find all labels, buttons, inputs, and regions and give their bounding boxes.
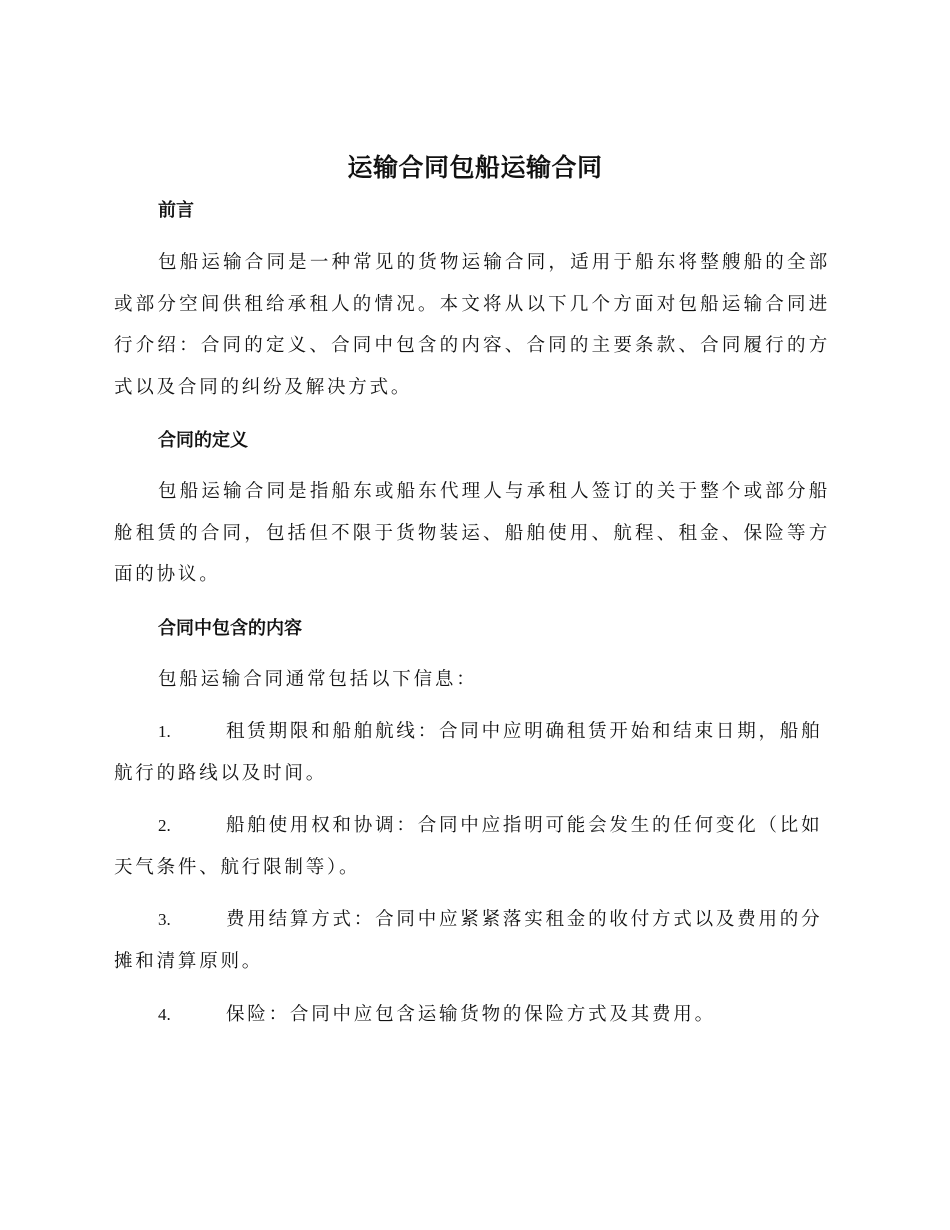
list-item-text: 船舶使用权和协调：合同中应指明可能会发生的任何变化（比如天气条件、航行限制等）。 <box>114 815 823 878</box>
list-item-number: 2. <box>158 816 171 835</box>
list-item <box>114 805 830 888</box>
document-title: 运输合同包船运输合同 <box>347 153 603 182</box>
list-item <box>114 711 830 794</box>
list-item-number: 3. <box>158 910 171 929</box>
definition-paragraph: 包船运输合同是指船东或船东代理人与承租人签订的关于整个或部分船舱租赁的合同，包括但不限于货物装运、船舶使用、航程、租金、保险等方面的协议。 <box>114 481 830 585</box>
section-heading-contents: 合同中包含的内容 <box>158 618 302 639</box>
contents-intro: 包船运输合同通常包括以下信息： <box>158 669 478 690</box>
list-item-number: 1. <box>158 722 171 741</box>
list-item-number: 4. <box>158 1005 171 1024</box>
list-item-text: 保险：合同中应包含运输货物的保险方式及其费用。 <box>226 1004 716 1025</box>
list-item-text: 费用结算方式：合同中应紧紧落实租金的收付方式以及费用的分摊和清算原则。 <box>114 909 823 972</box>
list-item <box>114 994 830 1036</box>
list-item-text: 租赁期限和船舶航线：合同中应明确租赁开始和结束日期，船舶航行的路线以及时间。 <box>114 721 823 784</box>
preface-paragraph: 包船运输合同是一种常见的货物运输合同，适用于船东将整艘船的全部或部分空间供租给承租人的情况。本文将从以下几个方面对包船运输合同进行介绍：合同的定义、合同中包含的内容、合同的主要条款、合同履行的方式以及合同的纠纷及解决方式。 <box>114 252 830 398</box>
list-item <box>114 899 830 982</box>
section-heading-definition: 合同的定义 <box>158 430 248 451</box>
section-heading-preface: 前言 <box>158 200 194 221</box>
